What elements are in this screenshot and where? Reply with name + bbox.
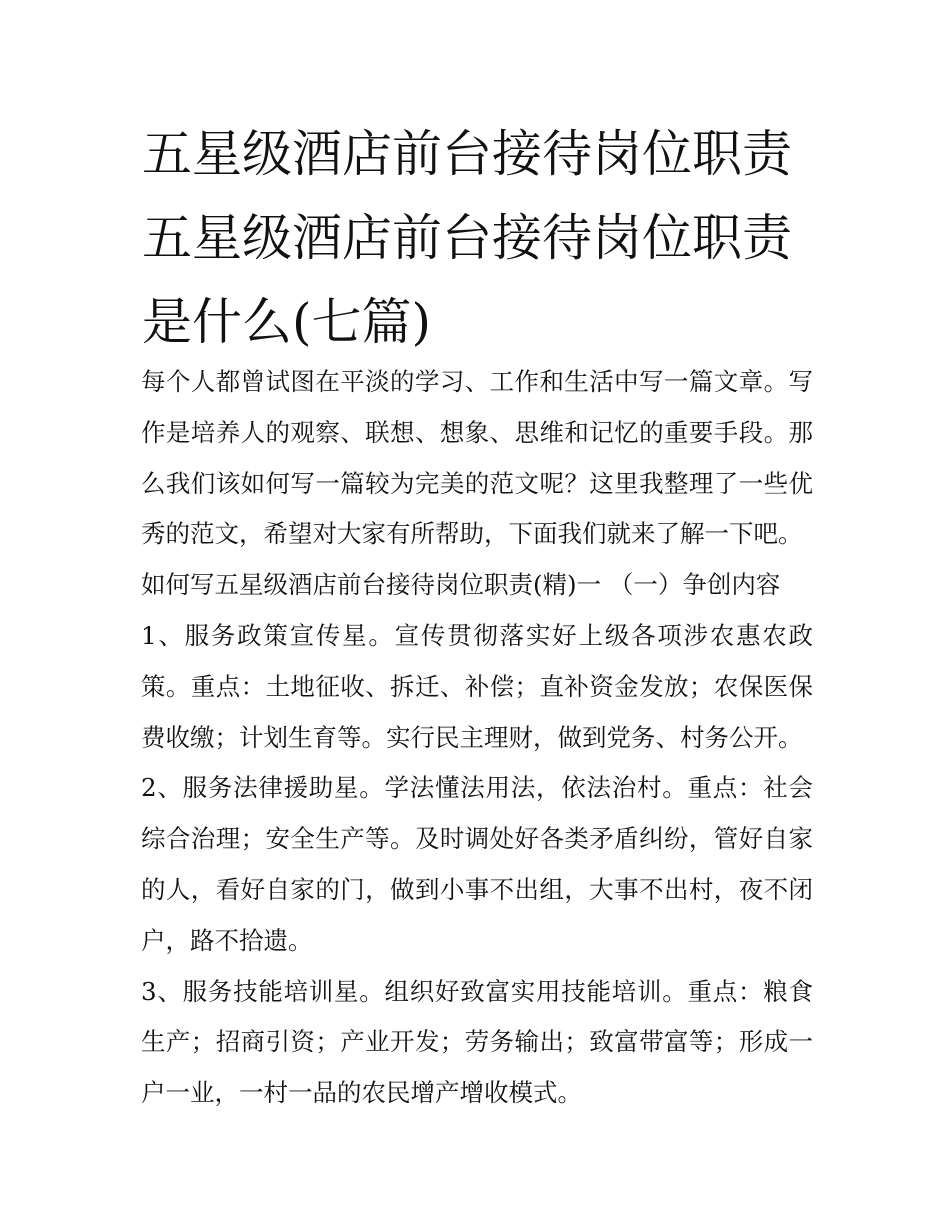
intro-paragraph: 每个人都曾试图在平淡的学习、工作和生活中写一篇文章。写作是培养人的观察、联想、想象、思维和记忆的重要手段。那么我们该如何写一篇较为完美的范文呢？这里我整理了一些优秀的范文，希望对大家有所帮助，下面我们就来了解一下吧。 <box>141 367 813 549</box>
section-heading-paragraph: 如何写五星级酒店前台接待岗位职责(精)一 （一）争创内容 <box>141 570 781 600</box>
document-body <box>141 357 813 1119</box>
item-3-paragraph: 3、服务技能培训星。组织好致富实用技能培训。重点：粮食生产；招商引资；产业开发；劳务输出；致富带富等；形成一户一业，一村一品的农民增产增收模式。 <box>141 976 813 1108</box>
item-2-paragraph: 2、服务法律援助星。学法懂法用法，依法治村。重点：社会综合治理；安全生产等。及时调处好各类矛盾纠纷，管好自家的人，看好自家的门，做到小事不出组，大事不出村，夜不闭户，路不拾遗。 <box>141 773 813 955</box>
document-title: 五星级酒店前台接待岗位职责五星级酒店前台接待岗位职责是什么(七篇) <box>142 125 792 351</box>
item-1-paragraph: 1、服务政策宣传星。宣传贯彻落实好上级各项涉农惠农政策。重点：土地征收、拆迁、补偿；直补资金发放；农保医保费收缴；计划生育等。实行民主理财，做到党务、村务公开。 <box>141 620 813 752</box>
